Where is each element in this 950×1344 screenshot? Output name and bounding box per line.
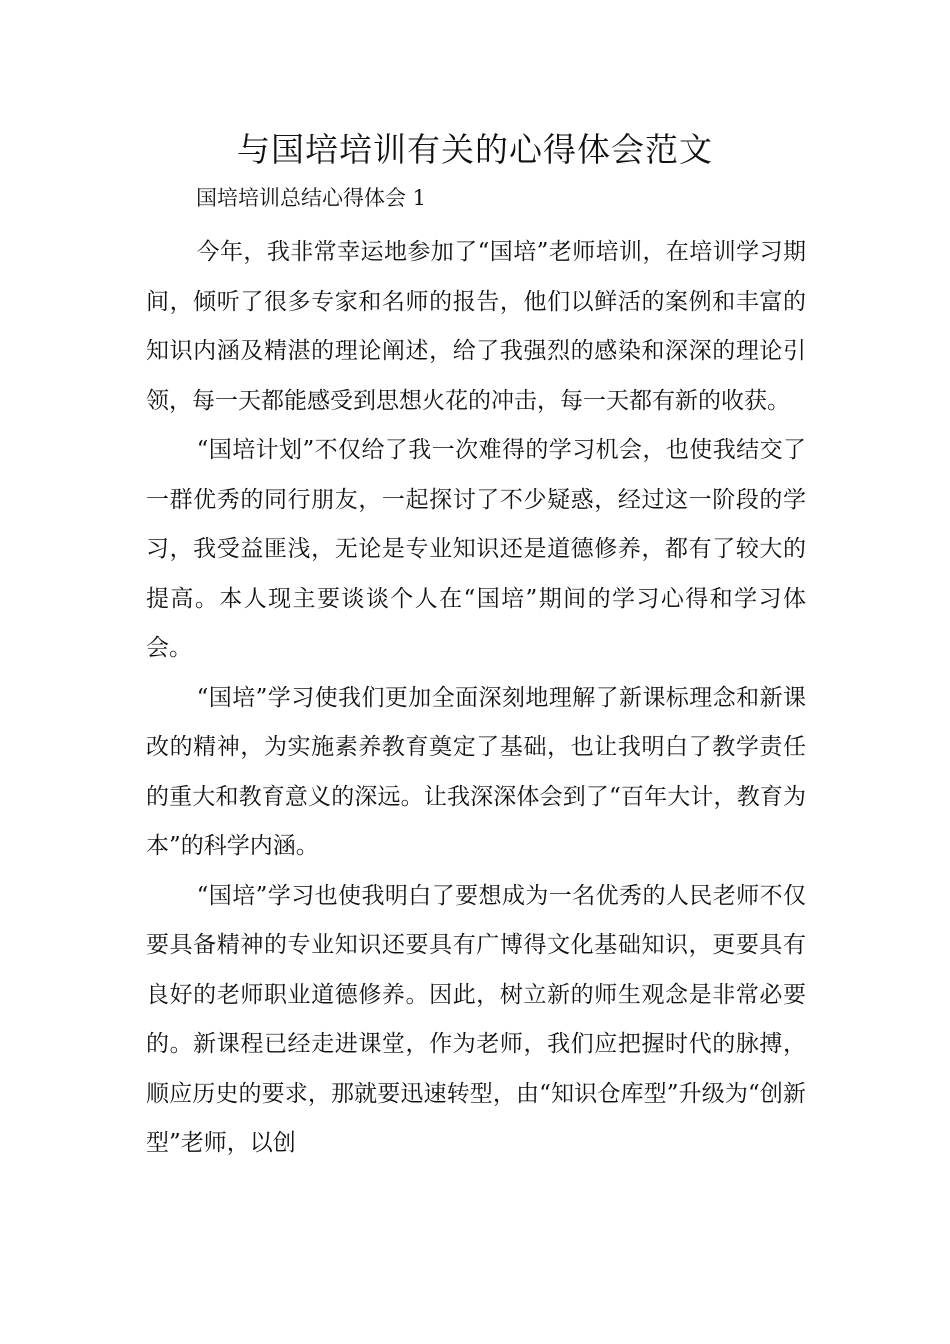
section-subtitle: 国培培训总结心得体会 1 <box>196 186 427 210</box>
paragraph: “国培”学习也使我明白了要想成为一名优秀的人民老师不仅要具备精神的专业知识还要具有广博得文化基础知识，更要具有良好的老师职业道德修养。因此，树立新的师生观念是非常必要的。新课程已经走进课堂，作为老师，我们应把握时代的脉搏，顺应历史的要求，那就要迅速转型，由“知识仓库型”升级为“创新型”老师，以创 <box>146 882 806 1156</box>
document-body <box>146 228 806 1169</box>
paragraph: “国培”学习使我们更加全面深刻地理解了新课标理念和新课改的精神，为实施素养教育奠定了基础，也让我明白了教学责任的重大和教育意义的深远。让我深深体会到了“百年大计，教育为本”的科学内涵。 <box>146 684 806 859</box>
document-title: 与国培培训有关的心得体会范文 <box>237 130 713 169</box>
paragraph: 今年，我非常幸运地参加了“国培”老师培训，在培训学习期间，倾听了很多专家和名师的报告，他们以鲜活的案例和丰富的知识内涵及精湛的理论阐述，给了我强烈的感染和深深的理论引领，每一天都能感受到思想火花的冲击，每一天都有新的收获。 <box>146 239 806 414</box>
paragraph: “国培计划”不仅给了我一次难得的学习机会，也使我结交了一群优秀的同行朋友，一起探讨了不少疑惑，经过这一阶段的学习，我受益匪浅，无论是专业知识还是道德修养，都有了较大的提高。本人现主要谈谈个人在“国培”期间的学习心得和学习体会。 <box>146 437 806 661</box>
